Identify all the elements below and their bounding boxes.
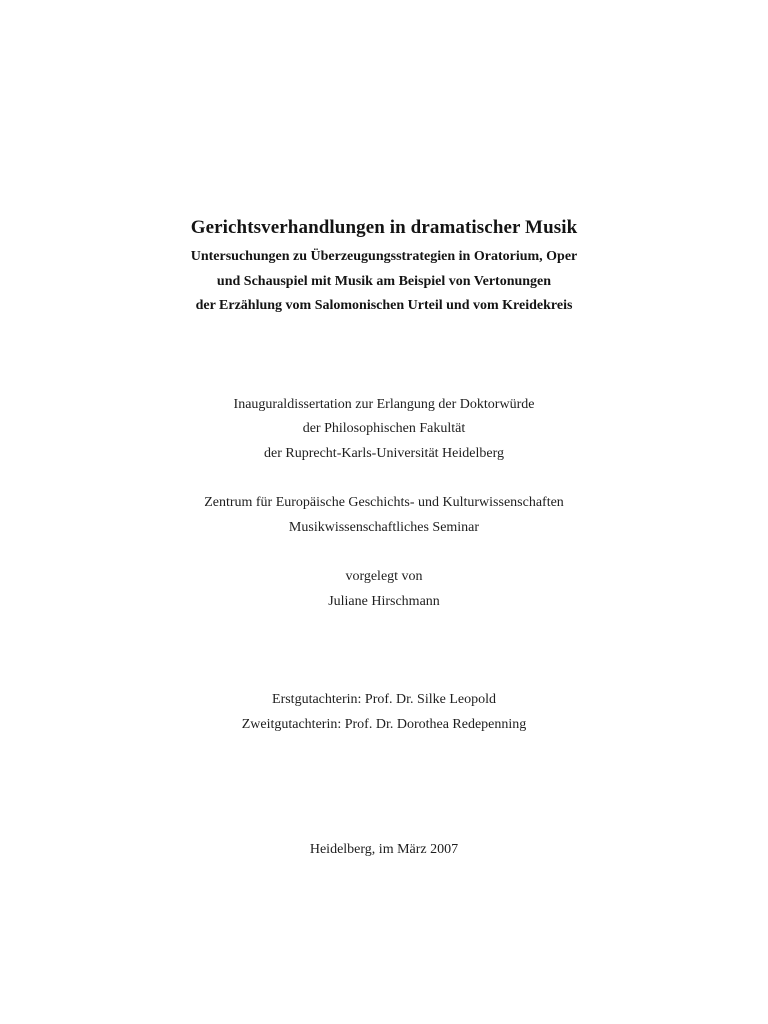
subtitle-line-3: der Erzählung vom Salomonischen Urteil und vom Kreidekreis	[195, 298, 573, 313]
second-reviewer: Zweitgutachterin: Prof. Dr. Dorothea Redepenning	[241, 717, 527, 732]
dissertation-line-3: der Ruprecht-Karls-Universität Heidelberg	[264, 446, 504, 461]
author-name: Juliane Hirschmann	[328, 594, 440, 609]
submitted-by-label: vorgelegt von	[345, 569, 423, 584]
dissertation-line-2: der Philosophischen Fakultät	[302, 421, 466, 436]
institute-line-2: Musikwissenschaftliches Seminar	[288, 520, 480, 535]
document-title: Gerichtsverhandlungen in dramatischer Musik	[190, 217, 578, 238]
place-and-date: Heidelberg, im März 2007	[309, 842, 459, 857]
subtitle-line-2: und Schauspiel mit Musik am Beispiel von Vertonungen	[216, 274, 552, 289]
dissertation-line-1: Inauguraldissertation zur Erlangung der Doktorwürde	[233, 397, 535, 412]
subtitle-line-1: Untersuchungen zu Überzeugungsstrategien in Oratorium, Oper	[190, 249, 578, 264]
institute-line-1: Zentrum für Europäische Geschichts- und Kulturwissenschaften	[204, 495, 564, 510]
first-reviewer: Erstgutachterin: Prof. Dr. Silke Leopold	[272, 692, 496, 707]
